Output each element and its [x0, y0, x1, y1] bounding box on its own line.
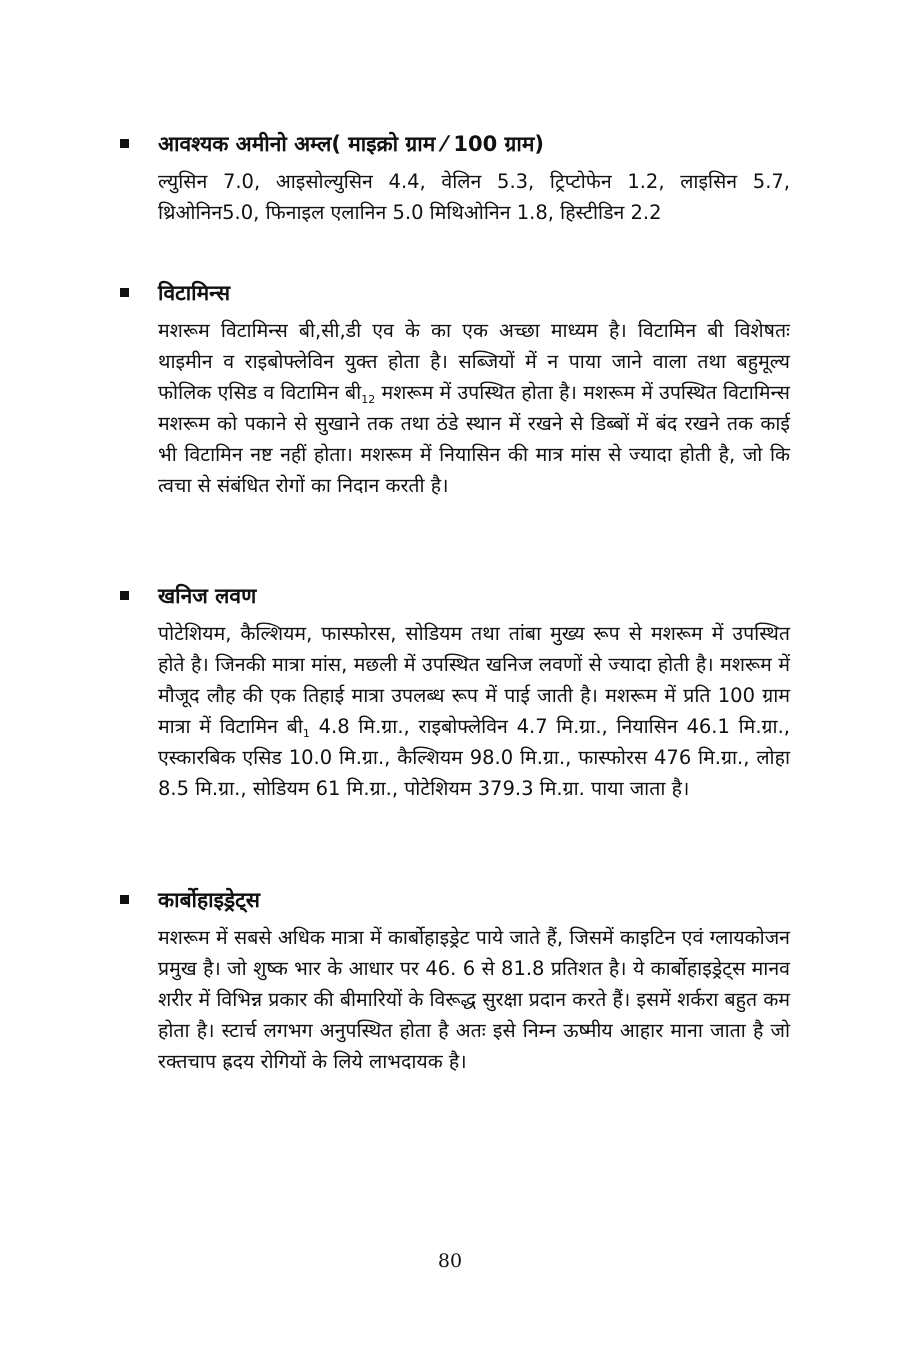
body-text-part: पोटेशियम, कैल्शियम, फास्फोरस, सोडियम तथा तांबा मुख्य रूप से मशरूम में उपस्थित होते है। जिनकी मात्रा मांस, मछली में उपस्थित खनिज लवणों से ज्यादा होती है। मशरूम में मौजूद लौह की एक तिहाई मात्रा उपलब्ध रूप में पाई जाती है। मशरूम में प्रति 100 ग्राम मात्रा में विटामिन बी: [158, 622, 790, 738]
subscript: 12: [361, 393, 376, 406]
section-body: ल्युसिन 7.0, आइसोल्युसिन 4.4, वेलिन 5.3, ट्रिप्टोफेन 1.2, लाइसिन 5.7, थ्रिओनिन5.0, फिनाइल एलानिन 5.0 मिथिओनिन 1.8, हिस्टीडिन 2.2: [158, 170, 790, 224]
body-text-part: मशरूम में उपस्थित होता है। मशरूम में उपस्थित विटामिन्स मशरूम को पकाने से सुखाने तक तथा ठंडे स्थान में रखने से डिब्बों में बंद रखने तक काई भी विटामिन नष्ट नहीं होता। मशरूम में नियासिन की मात्र मांस से ज्यादा होती है, जो कि त्वचा से संबंधित रोगों का निदान करती है।: [158, 381, 790, 497]
square-bullet-icon: [120, 139, 129, 148]
section-heading: [120, 128, 790, 160]
section-minerals: [120, 580, 790, 804]
section-body: मशरूम में सबसे अधिक मात्रा में कार्बोहाइड्रेट पाये जाते हैं, जिसमें काइटिन एवं ग्लायकोजन प्रमुख है। जो शुष्क भार के आधार पर 46. 6 से 81.8 प्रतिशत है। ये कार्बोहाइड्रेट्स मानव शरीर में विभिन्न प्रकार की बीमारियों के विरूद्ध सुरक्षा प्रदान करते हैं। इसमें शर्करा बहुत कम होता है। स्टार्च लगभग अनुपस्थित होता है अतः इसे निम्न ऊष्मीय आहार माना जाता है जो रक्तचाप ह्रदय रोगियों के लिये लाभदायक है।: [158, 926, 790, 1073]
square-bullet-icon: [120, 895, 129, 904]
section-body: [158, 315, 790, 501]
section-body: [158, 618, 790, 804]
body-text-part: मशरूम विटामिन्स बी,सी,डी एव के का एक अच्छा माध्यम है। विटामिन बी विशेषतः थाइमीन व राइबोफ्लेविन युक्त होता है। सब्जियों में न पाया जाने वाला तथा बहुमूल्य फोलिक एसिड व विटामिन बी: [158, 319, 790, 404]
section-vitamins: [120, 277, 790, 501]
subscript: 1: [302, 727, 310, 740]
page-number: 80: [437, 1250, 463, 1272]
section-heading: [120, 580, 790, 612]
heading-text: विटामिन्स: [158, 281, 231, 305]
heading-text: आवश्यक अमीनो अम्ल( माइक्रो ग्राम ⁄ 100 ग्राम): [158, 132, 544, 156]
heading-text: कार्बोहाइड्रेट्स: [158, 888, 260, 912]
square-bullet-icon: [120, 288, 129, 297]
heading-text: खनिज लवण: [158, 584, 257, 608]
section-carbohydrates: [120, 884, 790, 1077]
section-heading: [120, 884, 790, 916]
section-amino-acids: [120, 128, 790, 228]
square-bullet-icon: [120, 591, 129, 600]
body-text-part: 4.8 मि.ग्रा., राइबोफ्लेविन 4.7 मि.ग्रा., नियासिन 46.1 मि.ग्रा., एस्कारबिक एसिड 10.0 मि.ग्रा., कैल्शियम 98.0 मि.ग्रा., फास्फोरस 476 मि.ग्रा., लोहा 8.5 मि.ग्रा., सोडियम 61 मि.ग्रा., पोटेशियम 379.3 मि.ग्रा. पाया जाता है।: [158, 715, 790, 800]
section-heading: [120, 277, 790, 309]
